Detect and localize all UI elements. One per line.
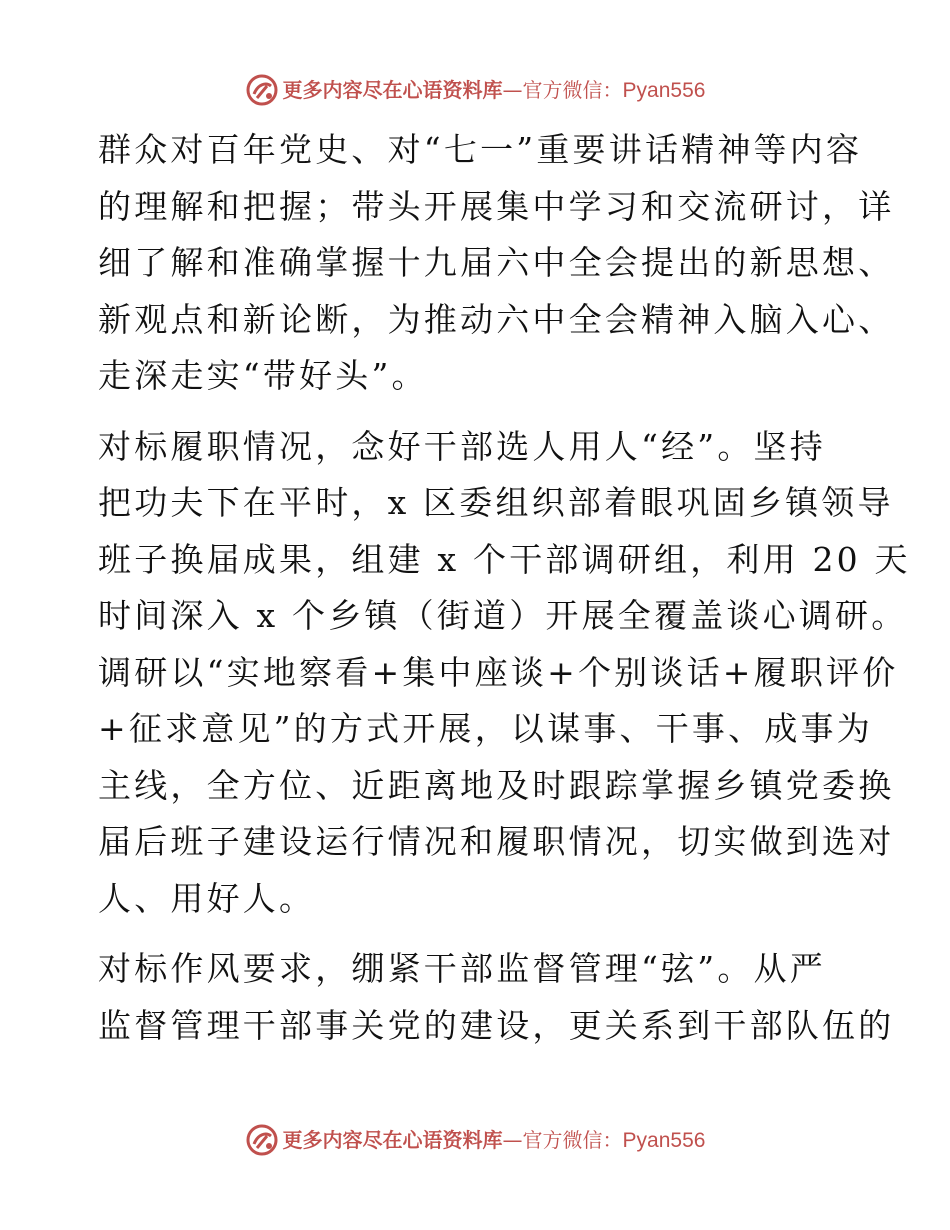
header-dash: — [502,77,523,102]
footer-banner-text [283,1126,706,1155]
header-brand-text: 更多内容尽在心语资料库 [282,77,503,102]
text-line: 人、用好人。 [98,878,316,918]
text-line: 对标作风要求，绷紧干部监督管理“弦”。从严 [98,949,826,988]
header-banner-text [283,76,706,105]
document-body [98,122,911,1054]
text-line: 细了解和准确掌握十九届六中全会提出的新思想、 [98,243,895,282]
text-line: 班子换届成果，组建 x 个干部调研组，利用 20 天 [98,539,911,579]
text-line: 走深走实“带好头”。 [98,356,428,395]
paragraph-2 [98,419,911,928]
header-wechat-id: Pyan556 [622,78,706,102]
footer-wechat-label: 官方微信： [522,1127,623,1152]
footer-wechat-id: Pyan556 [622,1128,706,1152]
text-line: 群众对百年党史、对“七一”重要讲话精神等内容 [98,130,863,169]
header-banner [0,70,950,110]
footer-dash: — [502,1127,523,1152]
text-line: 监督管理干部事关党的建设，更关系到干部队伍的 [98,1005,895,1045]
text-line: +征求意见”的方式开展，以谋事、干事、成事为 [98,709,873,748]
footer-banner [0,1120,950,1160]
text-line: 主线，全方位、近距离地及时跟踪掌握乡镇党委换 [98,765,895,805]
text-line: 的理解和把握；带头开展集中学习和交流研讨，详 [98,186,895,226]
text-line: 对标履职情况，念好干部选人用人“经”。坚持 [98,426,826,466]
brand-logo-icon [245,73,279,107]
text-line: 调研以“实地察看+集中座谈+个别谈话+履职评价 [98,652,899,692]
text-line: 新观点和新论断，为推动六中全会精神入脑入心、 [98,299,895,339]
paragraph-1 [98,122,895,405]
brand-logo-icon [245,1123,279,1157]
text-line: 把功夫下在平时，x 区委组织部着眼巩固乡镇领导 [98,483,894,522]
footer-brand-text: 更多内容尽在心语资料库 [282,1127,503,1152]
text-line: 时间深入 x 个乡镇（街道）开展全覆盖谈心调研。 [98,596,908,635]
text-line: 届后班子建设运行情况和履职情况，切实做到选对 [98,822,895,861]
paragraph-3 [98,941,895,1054]
header-wechat-label: 官方微信： [522,77,623,102]
